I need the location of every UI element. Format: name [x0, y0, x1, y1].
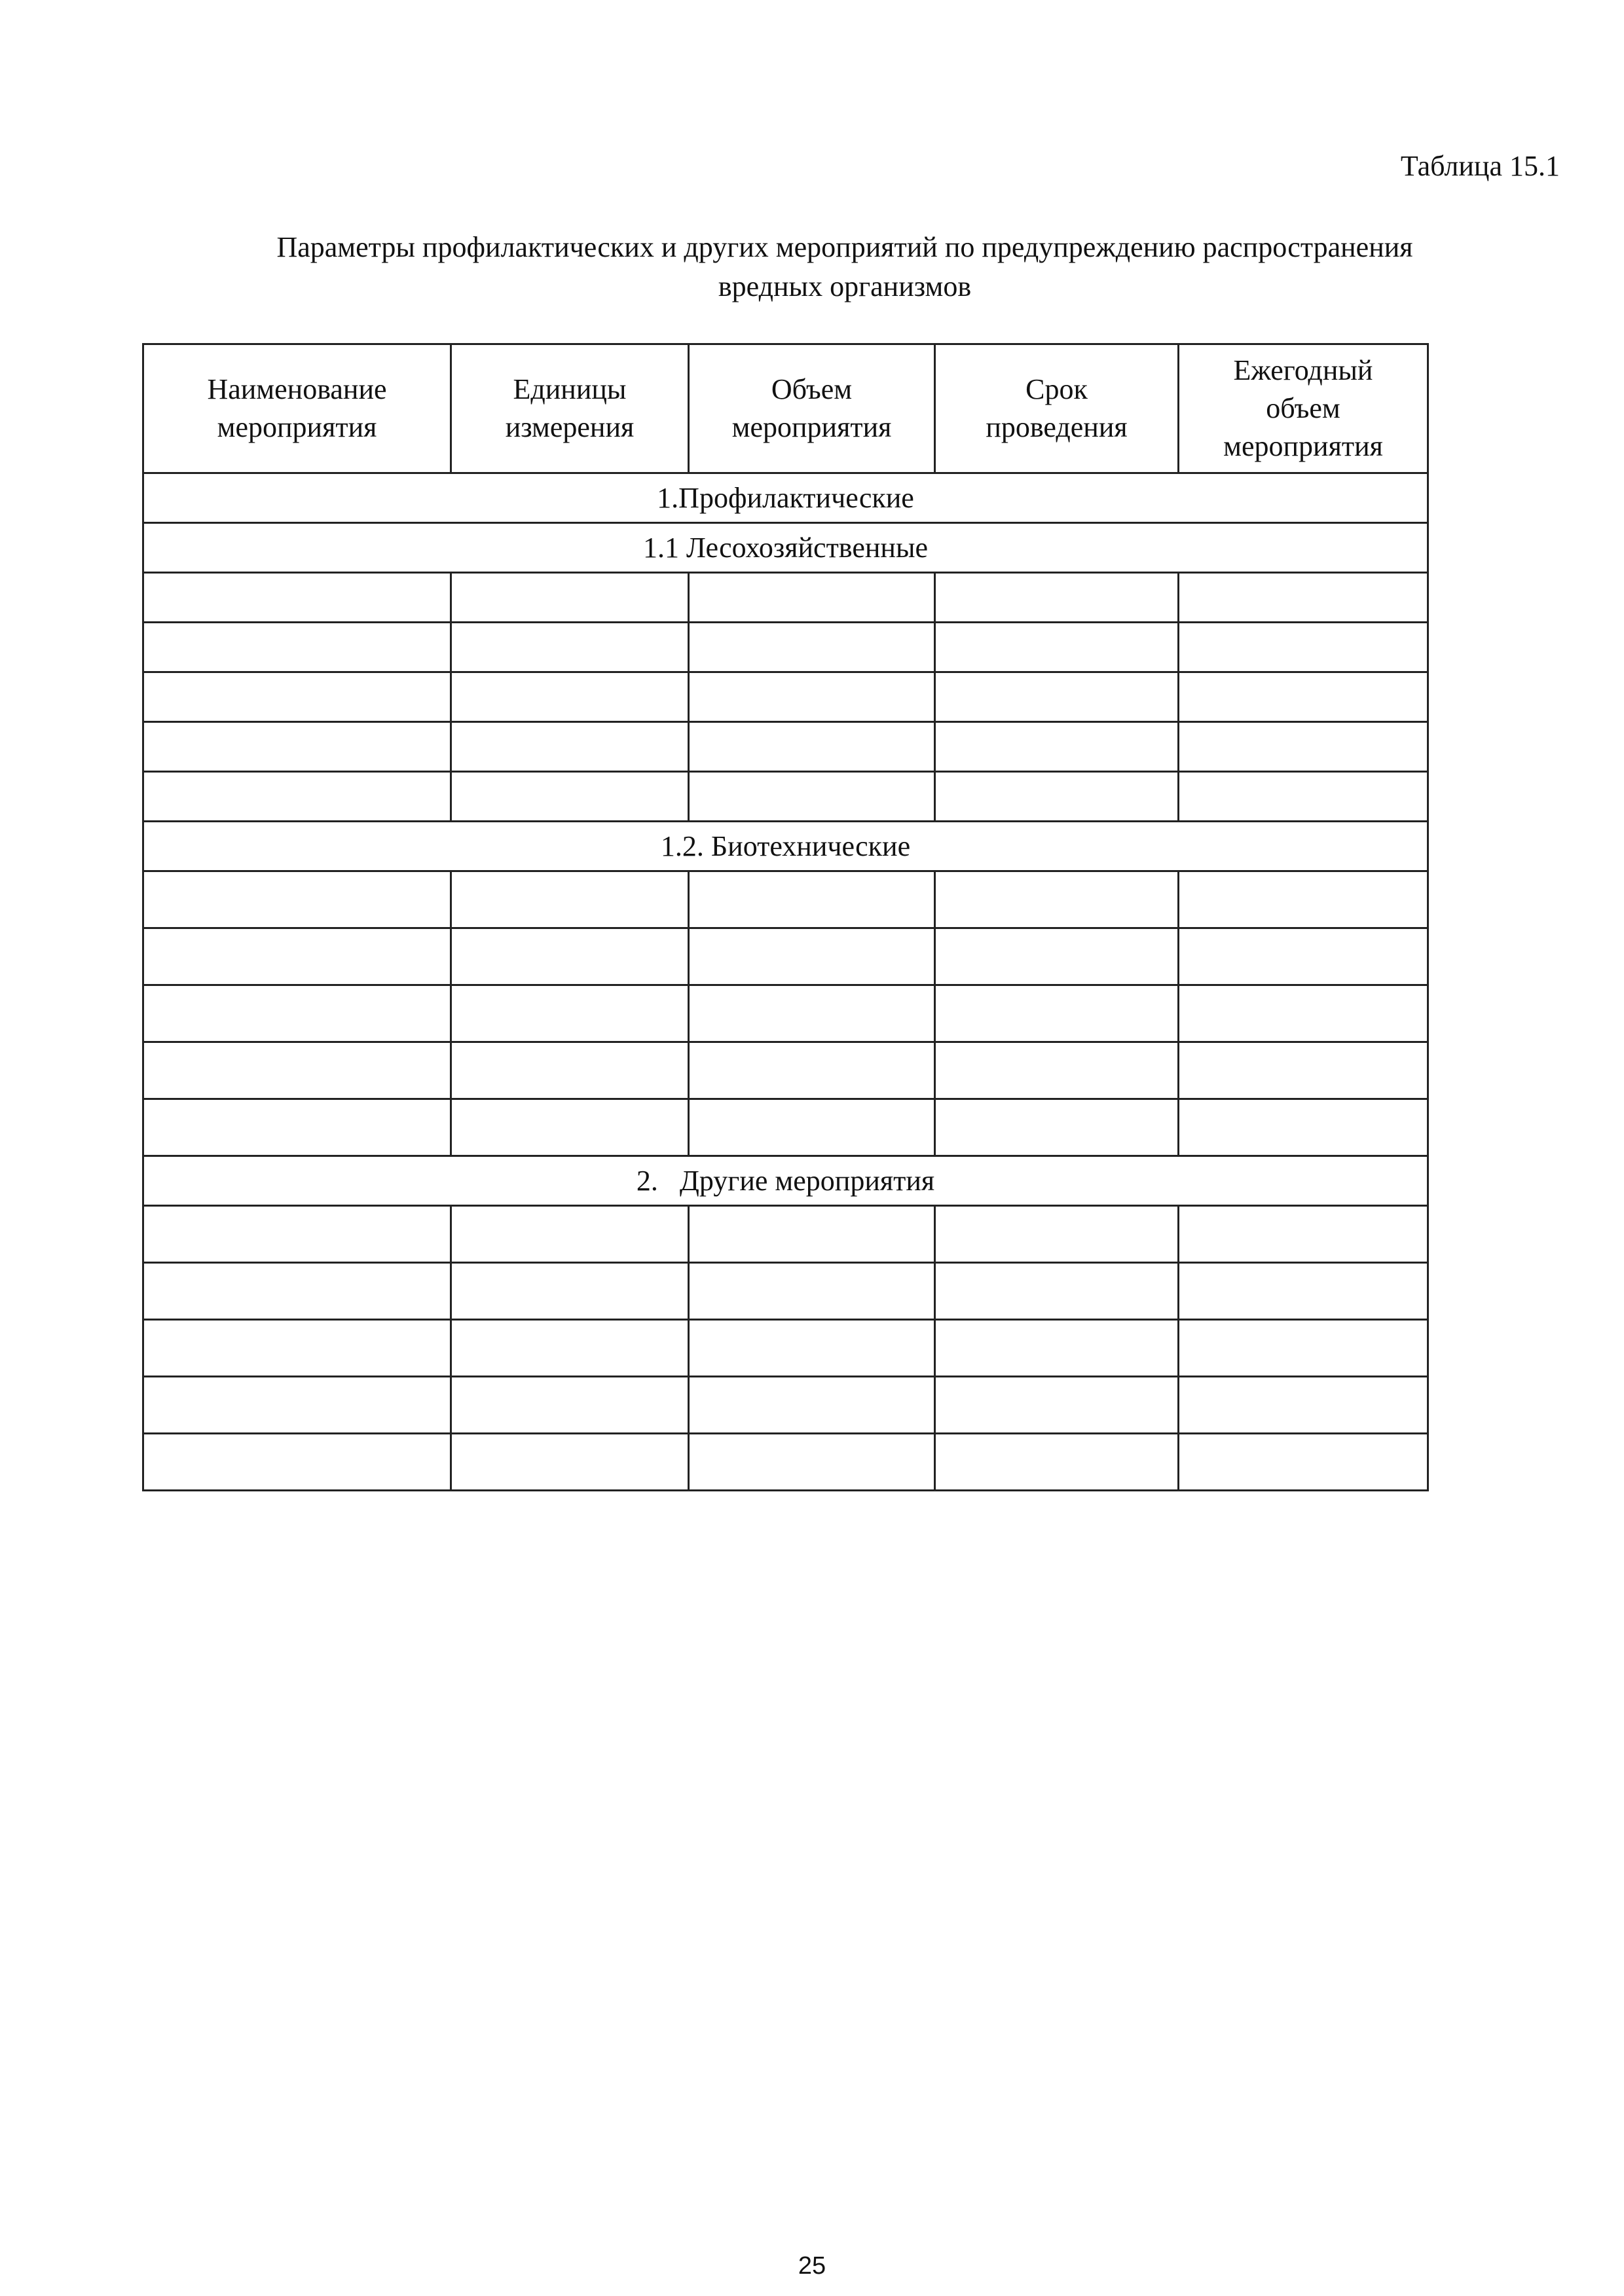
table-cell[interactable] [935, 1042, 1179, 1099]
table-row [143, 928, 1428, 985]
page-number: 25 [798, 2252, 826, 2280]
table-cell[interactable] [1179, 772, 1428, 822]
table-cell[interactable] [143, 928, 451, 985]
table-cell[interactable] [451, 1263, 689, 1320]
section-row [143, 523, 1428, 573]
table-cell[interactable] [143, 1042, 451, 1099]
table-cell[interactable] [1179, 985, 1428, 1042]
section-row [143, 473, 1428, 523]
measures-table [142, 343, 1429, 1491]
section-heading-biotechnical: 1.2. Биотехнические [143, 822, 1428, 871]
table-cell[interactable] [451, 722, 689, 772]
header-text: Ежегодный [1233, 354, 1373, 386]
table-cell[interactable] [451, 573, 689, 623]
table-cell[interactable] [451, 1206, 689, 1263]
table-cell[interactable] [689, 1263, 935, 1320]
header-text: мероприятия [217, 411, 377, 443]
table-cell[interactable] [935, 1377, 1179, 1434]
table-cell[interactable] [1179, 871, 1428, 928]
table-cell[interactable] [143, 1434, 451, 1491]
column-header-term [935, 344, 1179, 473]
table-row [143, 1434, 1428, 1491]
table-cell[interactable] [935, 928, 1179, 985]
table-cell[interactable] [143, 1320, 451, 1377]
table-row [143, 573, 1428, 623]
header-text: Наименование [207, 373, 387, 405]
table-cell[interactable] [689, 871, 935, 928]
section-row [143, 1156, 1428, 1206]
column-header-units [451, 344, 689, 473]
table-row [143, 1042, 1428, 1099]
table-cell[interactable] [935, 623, 1179, 672]
table-cell[interactable] [689, 672, 935, 722]
table-cell[interactable] [1179, 1377, 1428, 1434]
table-cell[interactable] [935, 672, 1179, 722]
table-cell[interactable] [451, 623, 689, 672]
table-cell[interactable] [935, 985, 1179, 1042]
table-cell[interactable] [451, 672, 689, 722]
table-cell[interactable] [143, 1377, 451, 1434]
table-row [143, 623, 1428, 672]
table-cell[interactable] [143, 623, 451, 672]
table-cell[interactable] [1179, 1206, 1428, 1263]
table-cell[interactable] [451, 772, 689, 822]
table-cell[interactable] [451, 928, 689, 985]
table-cell[interactable] [451, 1377, 689, 1434]
table-cell[interactable] [1179, 1434, 1428, 1491]
table-cell[interactable] [1179, 672, 1428, 722]
table-cell[interactable] [689, 1320, 935, 1377]
section-heading-forestry: 1.1 Лесохозяйственные [143, 523, 1428, 573]
header-text: мероприятия [1223, 430, 1383, 462]
table-cell[interactable] [935, 1206, 1179, 1263]
table-cell[interactable] [689, 772, 935, 822]
header-text: мероприятия [731, 411, 892, 443]
section-row [143, 822, 1428, 871]
table-cell[interactable] [451, 1099, 689, 1156]
table-cell[interactable] [143, 1099, 451, 1156]
table-row [143, 985, 1428, 1042]
table-row [143, 1206, 1428, 1263]
table-cell[interactable] [935, 1320, 1179, 1377]
table-cell[interactable] [935, 871, 1179, 928]
table-cell[interactable] [143, 1206, 451, 1263]
table-cell[interactable] [143, 672, 451, 722]
table-cell[interactable] [1179, 1099, 1428, 1156]
table-cell[interactable] [689, 573, 935, 623]
table-cell[interactable] [689, 1377, 935, 1434]
header-text: Объем [771, 373, 853, 405]
table-row [143, 1099, 1428, 1156]
column-header-volume [689, 344, 935, 473]
table-cell[interactable] [689, 1206, 935, 1263]
table-cell[interactable] [935, 722, 1179, 772]
table-row [143, 1377, 1428, 1434]
table-cell[interactable] [1179, 722, 1428, 772]
header-text: Единицы [513, 373, 627, 405]
header-text: проведения [986, 411, 1128, 443]
table-cell[interactable] [143, 985, 451, 1042]
table-cell[interactable] [689, 722, 935, 772]
table-cell[interactable] [451, 871, 689, 928]
table-cell[interactable] [935, 1263, 1179, 1320]
table-row [143, 772, 1428, 822]
table-cell[interactable] [689, 1434, 935, 1491]
section-heading-other: 2. Другие мероприятия [143, 1156, 1428, 1206]
header-text: Срок [1025, 373, 1088, 405]
table-cell[interactable] [1179, 928, 1428, 985]
table-row [143, 672, 1428, 722]
table-cell[interactable] [143, 722, 451, 772]
table-cell[interactable] [1179, 1042, 1428, 1099]
table-row [143, 1263, 1428, 1320]
table-cell[interactable] [935, 573, 1179, 623]
table-cell[interactable] [143, 871, 451, 928]
table-cell[interactable] [689, 623, 935, 672]
table-cell[interactable] [689, 1099, 935, 1156]
table-cell[interactable] [1179, 573, 1428, 623]
table-row [143, 1320, 1428, 1377]
table-header-row [143, 344, 1428, 473]
table-cell[interactable] [1179, 1263, 1428, 1320]
table-cell[interactable] [689, 1042, 935, 1099]
table-cell[interactable] [1179, 1320, 1428, 1377]
header-text: объем [1266, 392, 1340, 424]
table-cell[interactable] [935, 1099, 1179, 1156]
table-cell[interactable] [689, 928, 935, 985]
table-cell[interactable] [143, 573, 451, 623]
table-cell[interactable] [935, 772, 1179, 822]
column-header-name [143, 344, 451, 473]
section-heading-preventive: 1.Профилактические [143, 473, 1428, 523]
table-cell[interactable] [451, 985, 689, 1042]
table-cell[interactable] [689, 985, 935, 1042]
header-text: измерения [505, 411, 635, 443]
title-line-2: вредных организмов [718, 270, 972, 302]
table-cell[interactable] [451, 1042, 689, 1099]
title-line-1: Параметры профилактических и других мероприятий по предупреждению распространения [276, 231, 1413, 263]
table-cell[interactable] [935, 1434, 1179, 1491]
table-row [143, 722, 1428, 772]
column-header-annual-volume [1179, 344, 1428, 473]
document-title [196, 228, 1493, 306]
table-row [143, 871, 1428, 928]
table-cell[interactable] [143, 1263, 451, 1320]
table-cell[interactable] [143, 772, 451, 822]
table-cell[interactable] [1179, 623, 1428, 672]
table-number-label: Таблица 15.1 [1400, 150, 1560, 182]
table-cell[interactable] [451, 1320, 689, 1377]
table-cell[interactable] [451, 1434, 689, 1491]
